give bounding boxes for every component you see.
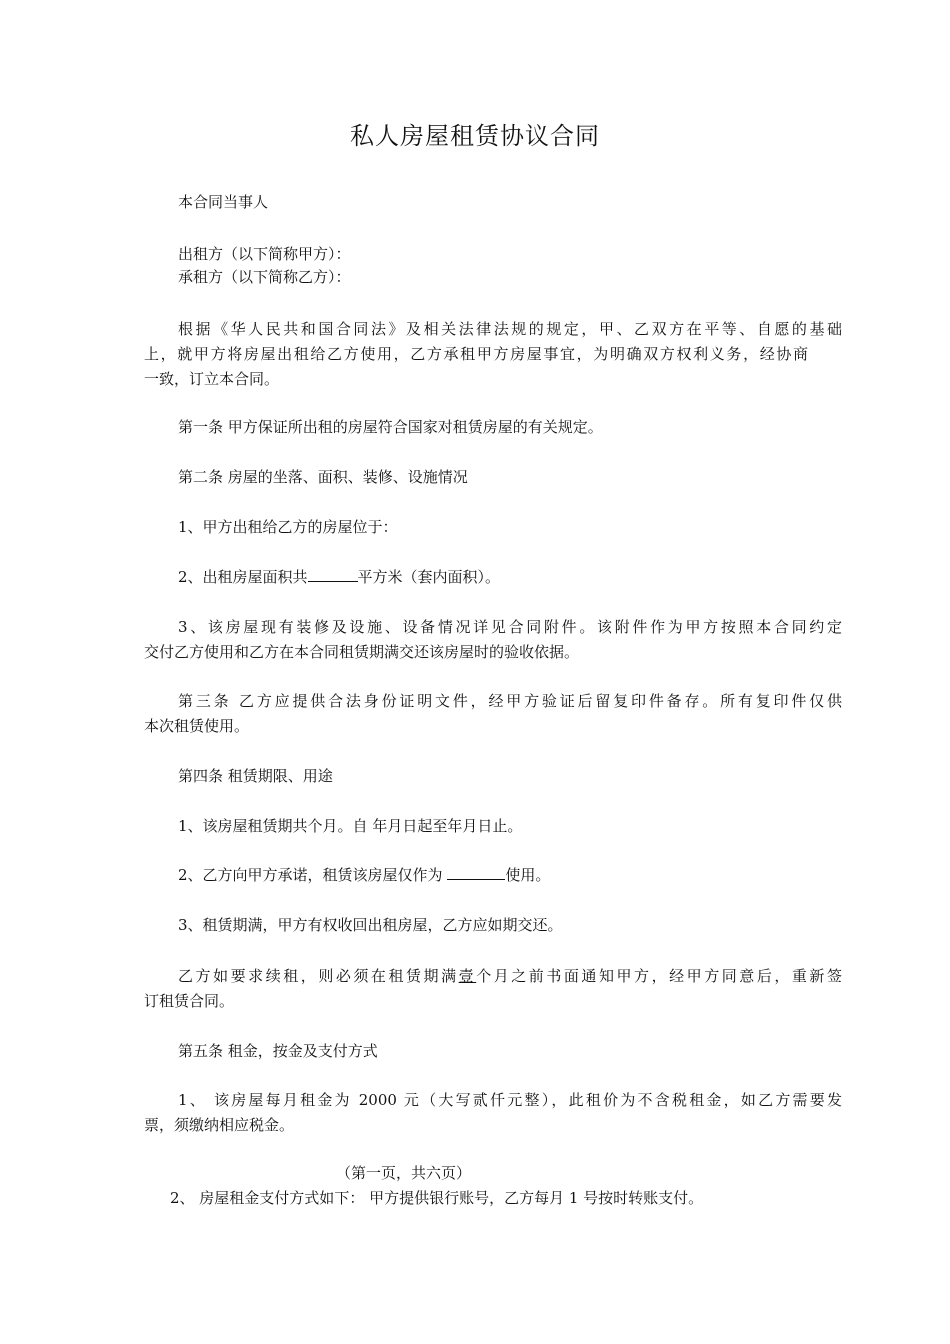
preamble-line-2: 上，就甲方将房屋出租给乙方使用，乙方承租甲方房屋事宜，为明确双方权利义务，经协商 <box>144 345 808 363</box>
renewal-suffix: 个月之前书面通知甲方，经甲方同意后，重新签 <box>476 967 842 985</box>
lessee-line: 承租方（以下简称乙方）： <box>178 268 351 286</box>
lessor-line: 出租方（以下简称甲方）： <box>178 245 351 263</box>
article-1: 第一条 甲方保证所出租的房屋符合国家对租赁房屋的有关规定。 <box>178 418 603 436</box>
renewal-months: 壹 <box>458 967 477 985</box>
preamble-line-3: 一致，订立本合同。 <box>144 370 280 388</box>
article-5-item-1-line-1: 1、 该房屋每月租金为 2000 元（大写贰仟元整），此租价为不含税租金，如乙方需要发 <box>178 1091 842 1109</box>
article-5-item-2: 2、 房屋租金支付方式如下： 甲方提供银行账号，乙方每月 1 号按时转账支付。 <box>170 1189 704 1207</box>
article-4-item-3: 3、租赁期满，甲方有权收回出租房屋，乙方应如期交还。 <box>178 916 563 934</box>
article-2-item-3-line-1: 3、该房屋现有装修及设施、设备情况详见合同附件。该附件作为甲方按照本合同约定 <box>178 618 842 636</box>
article-2-item-1: 1、甲方出租给乙方的房屋位于： <box>178 518 398 536</box>
preamble-line-1: 根据《华人民共和国合同法》及相关法律法规的规定，甲、乙双方在平等、自愿的基础 <box>178 320 842 338</box>
usage-blank <box>447 864 505 880</box>
article-5-item-1-line-2: 票，须缴纳相应税金。 <box>144 1116 295 1134</box>
article-2-item-3-line-2: 交付乙方使用和乙方在本合同租赁期满交还该房屋时的验收依据。 <box>144 643 580 661</box>
article-4-item-2-suffix: 使用。 <box>505 866 551 884</box>
article-2-heading: 第二条 房屋的坐落、面积、装修、设施情况 <box>178 468 468 486</box>
page-footer: （第一页，共六页） <box>336 1164 472 1182</box>
article-2-item-2 <box>144 564 842 590</box>
article-3-line-2: 本次租赁使用。 <box>144 717 250 735</box>
article-4-item-1: 1、该房屋租赁期共个月。自 年月日起至年月日止。 <box>178 817 523 835</box>
article-4-item-2 <box>144 862 842 888</box>
article-2-item-2-prefix: 2、出租房屋面积共 <box>178 568 308 586</box>
renewal-line-1 <box>144 963 842 989</box>
article-2-item-2-suffix: 平方米（套内面积）。 <box>357 568 501 586</box>
renewal-prefix: 乙方如要求续租，则必须在租赁期满 <box>178 967 459 985</box>
contract-title: 私人房屋租赁协议合同 <box>350 122 600 150</box>
area-blank <box>308 566 358 582</box>
article-4-item-2-prefix: 2、乙方向甲方承诺，租赁该房屋仅作为 <box>178 866 448 884</box>
parties-heading: 本合同当事人 <box>178 193 269 211</box>
article-3-line-1: 第三条 乙方应提供合法身份证明文件，经甲方验证后留复印件备存。所有复印件仅供 <box>178 692 842 710</box>
article-5-heading: 第五条 租金，按金及支付方式 <box>178 1042 378 1060</box>
renewal-line-2: 订租赁合同。 <box>144 992 235 1010</box>
article-4-heading: 第四条 租赁期限、用途 <box>178 767 333 785</box>
